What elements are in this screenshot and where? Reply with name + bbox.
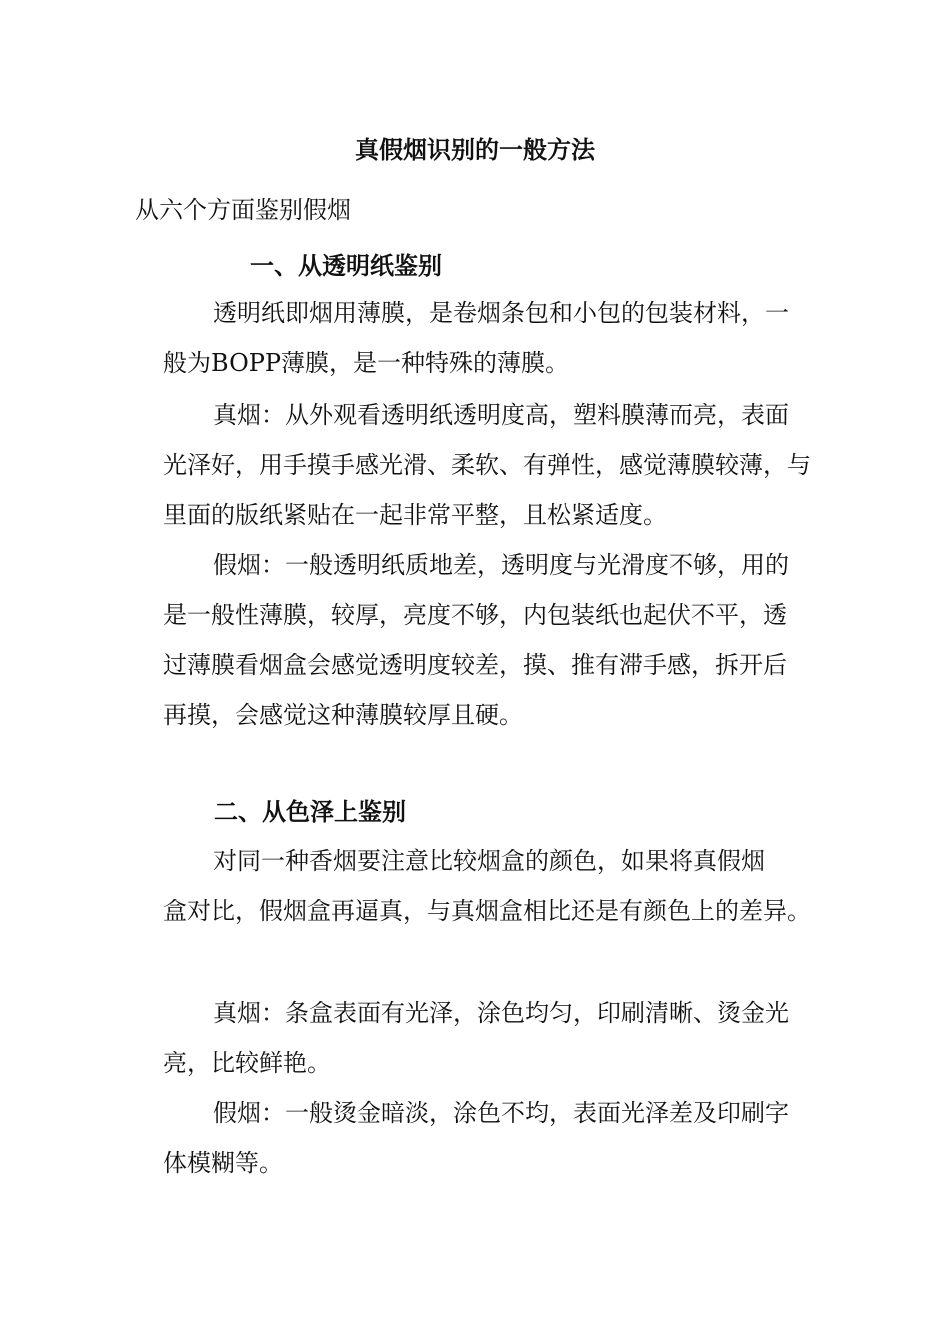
paragraph-line: 是一般性薄膜，较厚，亮度不够，内包装纸也起伏不平，透: [163, 601, 787, 629]
paragraph-line: 体模糊等。: [163, 1149, 283, 1177]
paragraph-line: 假烟：一般烫金暗淡，涂色不均，表面光泽差及印刷字: [213, 1099, 789, 1127]
paragraph-color-intro: [163, 836, 823, 936]
document-subtitle: 从六个方面鉴别假烟: [135, 196, 351, 224]
section-heading-1: 一、从透明纸鉴别: [250, 251, 442, 280]
paragraph-line: 假烟：一般透明纸质地差，透明度与光滑度不够，用的: [213, 551, 789, 579]
paragraph-line: 般为BOPP薄膜，是一种特殊的薄膜。: [163, 349, 570, 377]
paragraph-line: 里面的版纸紧贴在一起非常平整，且松紧适度。: [163, 501, 667, 529]
paragraph-line: 盒对比，假烟盒再逼真，与真烟盒相比还是有颜色上的差异。: [163, 897, 811, 925]
paragraph-film-definition: [163, 288, 823, 388]
paragraph-line: 对同一种香烟要注意比较烟盒的颜色，如果将真假烟: [213, 847, 765, 875]
paragraph-line: 亮，比较鲜艳。: [163, 1049, 331, 1077]
paragraph-line: 再摸，会感觉这种薄膜较厚且硬。: [163, 701, 523, 729]
paragraph-line: 过薄膜看烟盒会感觉透明度较差，摸、推有滞手感，拆开后: [163, 651, 787, 679]
paragraph-color-genuine: [163, 988, 823, 1088]
section-heading-2: 二、从色泽上鉴别: [214, 797, 406, 826]
paragraph-line: 真烟：条盒表面有光泽，涂色均匀，印刷清晰、烫金光: [213, 999, 789, 1027]
paragraph-color-fake: [163, 1088, 823, 1188]
paragraph-line: 光泽好，用手摸手感光滑、柔软、有弹性，感觉薄膜较薄，与: [163, 451, 811, 479]
paragraph-line: 透明纸即烟用薄膜，是卷烟条包和小包的包装材料，一: [213, 299, 789, 327]
paragraph-line: 真烟：从外观看透明纸透明度高，塑料膜薄而亮，表面: [213, 401, 789, 429]
paragraph-film-genuine: [163, 390, 823, 540]
paragraph-film-fake: [163, 540, 823, 740]
document-title: 真假烟识别的一般方法: [355, 135, 595, 164]
